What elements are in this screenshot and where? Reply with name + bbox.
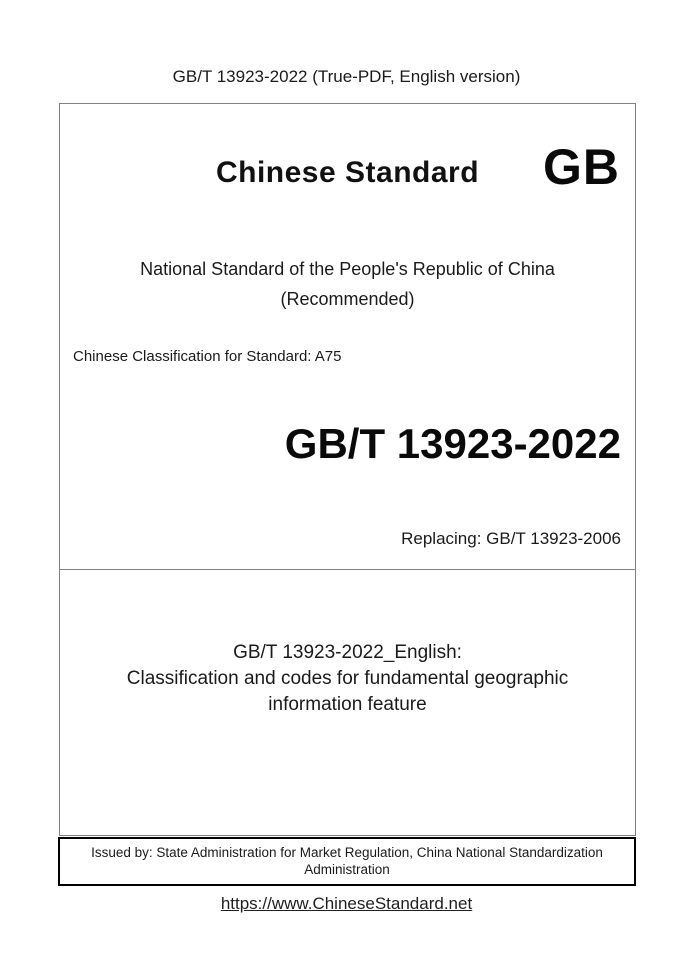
document-header: GB/T 13923-2022 (True-PDF, English version) [172,67,521,86]
english-title-line1: GB/T 13923-2022_English: [233,642,462,663]
gb-logo: GB [543,139,620,195]
cover-box [59,103,636,836]
english-title-line2: Classification and codes for fundamental geographic [126,668,569,689]
english-title-block [60,640,635,718]
english-title-line3: information feature [268,694,427,715]
national-standard-line1: National Standard of the People's Republic of China [140,259,555,279]
national-standard-line2: (Recommended) [280,289,415,309]
issued-by-box [58,837,636,886]
website-link[interactable]: https://www.ChineseStandard.net [220,894,473,913]
replacing-note: Replacing: GB/T 13923-2006 [401,529,621,548]
brand-title: Chinese Standard [215,156,480,189]
classification-label: Chinese Classification for Standard: A75 [73,348,342,365]
section-divider [60,569,635,570]
standard-code: GB/T 13923-2022 [284,420,621,467]
national-standard-block [60,254,635,314]
footer [0,893,693,915]
issued-by-line2: Administration [304,862,390,877]
issued-by-line1: Issued by: State Administration for Market Regulation, China National Standardization [91,845,603,860]
